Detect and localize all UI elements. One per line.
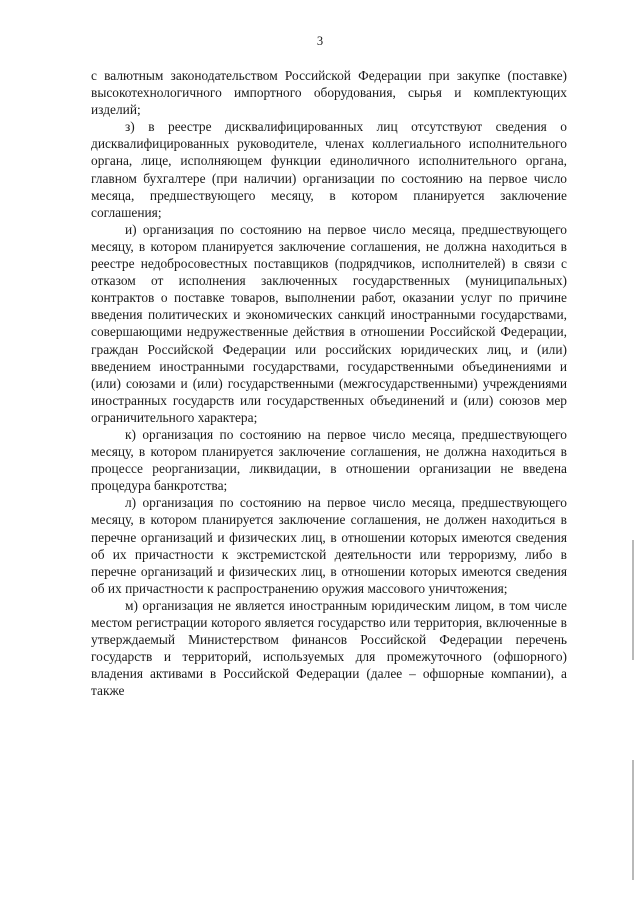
document-body xyxy=(91,67,567,699)
paragraph-item-z: з) в реестре дисквалифицированных лиц отсутствуют сведения о дисквалифицированных руководителе, членах коллегиального исполнительного органа, лице, исполняющем функции единоличного исполнительного органа, главном бухгалтере (при наличии) организации по состоянию на первое число месяца, предшествующего месяцу, в котором планируется заключение соглашения; xyxy=(91,119,567,220)
paragraph-item-m: м) организация не является иностранным юридическим лицом, в том числе местом регистрации которого является государство или территория, включенные в утверждаемый Министерством финансов Российской Федерации перечень государств и территорий, используемых для промежуточного (офшорного) владения активами в Российской Федерации (далее – офшорные компании), а также xyxy=(91,597,567,699)
paragraph-item-i: и) организация по состоянию на первое число месяца, предшествующего месяцу, в котором планируется заключение соглашения, не должна находиться в реестре недобросовестных поставщиков (подрядчиков, исполнителей) в связи с отказом от исполнения заключенных государственных (муниципальных) контрактов о поставке товаров, выполнении работ, оказании услуг по причине введения политических и экономических санкций иностранными государствами, совершающими недружественные действия в отношении Российской Федерации, граждан Российской Федерации или российских юридических лиц, и (или) введением иностранными государствами, государственными объединениями и (или) союзами и (или) государственными (межгосударственными) учреждениями иностранных государств или государственных объединений и (или) союзов мер ограничительного характера; xyxy=(91,221,567,425)
scan-edge-mark xyxy=(632,540,634,660)
scan-edge-mark xyxy=(632,760,634,880)
paragraph-item-l: л) организация по состоянию на первое число месяца, предшествующего месяцу, в котором планируется заключение соглашения, не должен находиться в перечне организаций и физических лиц, в отношении которых имеются сведения об их причастности к экстремистской деятельности или терроризму, либо в перечне организаций и физических лиц, в отношении которых имеются сведения об их причастности к распространению оружия массового уничтожения; xyxy=(91,495,567,596)
paragraph-continuation: с валютным законодательством Российской Федерации при закупке (поставке) высокотехнологичного импортного оборудования, сырья и комплектующих изделий; xyxy=(91,68,567,118)
paragraph-item-k: к) организация по состоянию на первое число месяца, предшествующего месяцу, в котором планируется заключение соглашения, не должна находиться в процессе реорганизации, ликвидации, в отношении организации не введена процедура банкротства; xyxy=(91,426,567,494)
page-number: 3 xyxy=(316,34,324,48)
